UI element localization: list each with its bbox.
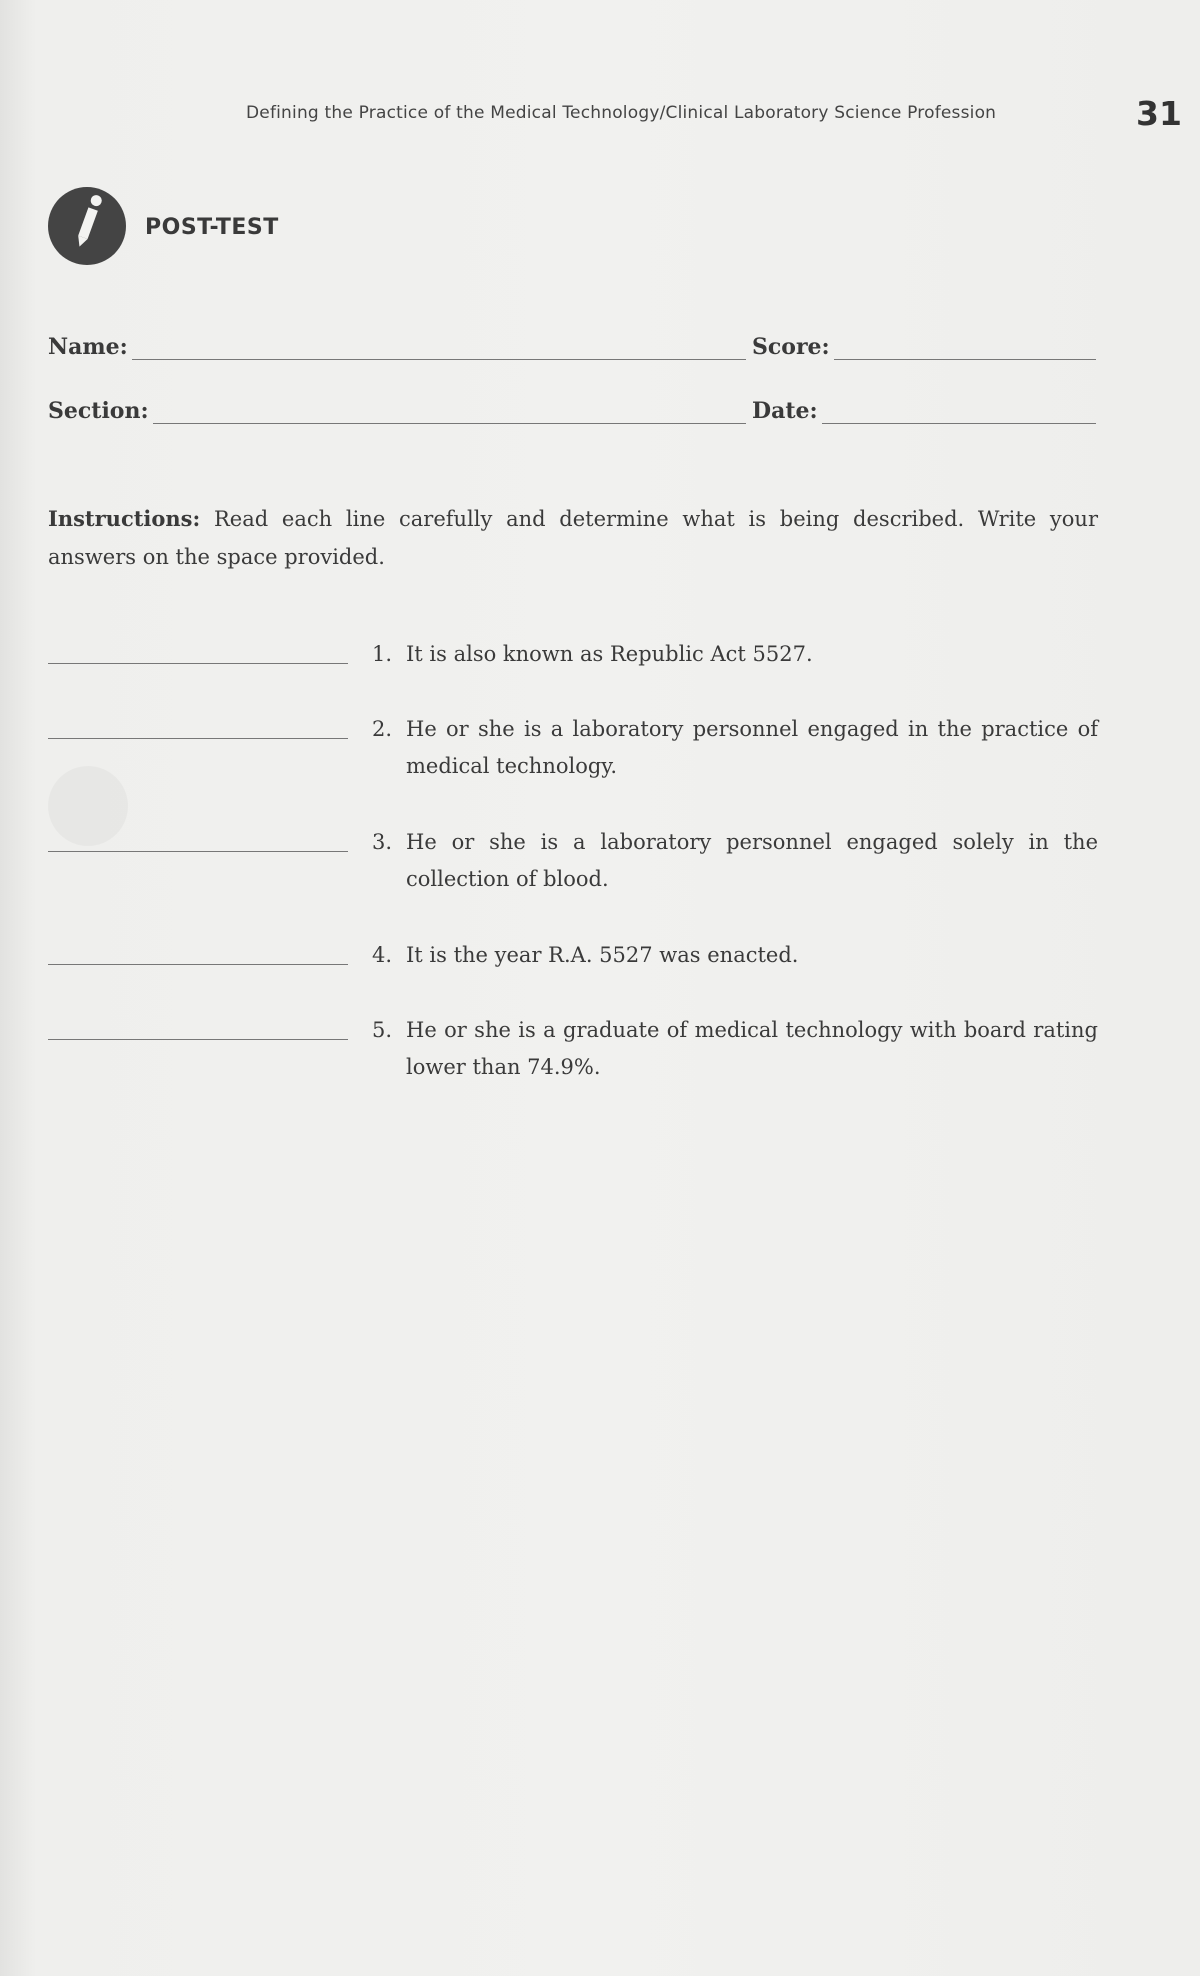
answer-blank[interactable] bbox=[48, 636, 348, 664]
name-label: Name: bbox=[48, 334, 128, 360]
question-item bbox=[48, 937, 1098, 974]
date-field[interactable] bbox=[752, 398, 1096, 424]
question-text: It is also known as Republic Act 5527. bbox=[406, 642, 813, 666]
section-title: POST-TEST bbox=[145, 215, 279, 240]
question-text: He or she is a laboratory personnel engaged in the practice of medical technology. bbox=[406, 717, 1098, 778]
score-line[interactable] bbox=[834, 335, 1096, 360]
question-item bbox=[48, 636, 1098, 673]
score-field[interactable] bbox=[752, 334, 1096, 360]
question-number: 1. bbox=[371, 642, 392, 666]
answer-blank[interactable] bbox=[48, 824, 348, 852]
date-label: Date: bbox=[752, 398, 818, 424]
section-label: Section: bbox=[48, 398, 149, 424]
question-text: He or she is a graduate of medical technology with board rating lower than 74.9%. bbox=[406, 1018, 1098, 1079]
question-number: 3. bbox=[371, 830, 392, 854]
date-line[interactable] bbox=[822, 399, 1096, 424]
section-field[interactable] bbox=[48, 398, 746, 424]
page-number: 31 bbox=[1136, 94, 1182, 133]
answer-blank[interactable] bbox=[48, 711, 348, 739]
question-item bbox=[48, 1012, 1098, 1086]
running-header: Defining the Practice of the Medical Technology/Clinical Laboratory Science Profession bbox=[246, 103, 997, 123]
question-text: It is the year R.A. 5527 was enacted. bbox=[406, 943, 799, 967]
question-text: He or she is a laboratory personnel engaged solely in the collection of blood. bbox=[406, 830, 1098, 891]
answer-blank[interactable] bbox=[48, 937, 348, 965]
answer-blank[interactable] bbox=[48, 1012, 348, 1040]
score-label: Score: bbox=[752, 334, 830, 360]
name-line[interactable] bbox=[132, 335, 746, 360]
question-number: 2. bbox=[371, 717, 392, 741]
section-line[interactable] bbox=[153, 399, 746, 424]
question-number: 4. bbox=[371, 943, 392, 967]
question-item bbox=[48, 711, 1098, 785]
question-item bbox=[48, 824, 1098, 898]
question-number: 5. bbox=[371, 1018, 392, 1042]
info-pencil-icon bbox=[48, 187, 126, 265]
instructions bbox=[48, 500, 1098, 576]
instructions-label: Instructions: bbox=[48, 506, 201, 531]
name-field[interactable] bbox=[48, 334, 746, 360]
instructions-text: Read each line carefully and determine what is being described. Write your answers on the space provided. bbox=[48, 507, 1098, 569]
